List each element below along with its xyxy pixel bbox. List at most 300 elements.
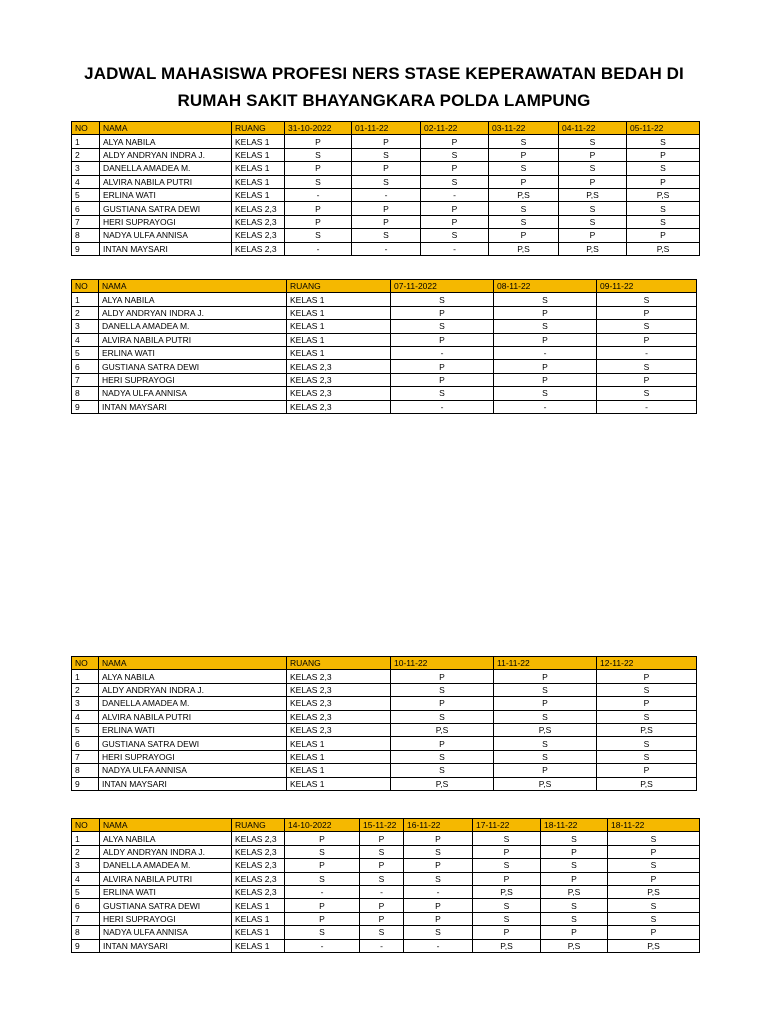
- cell-shift: S: [597, 750, 697, 763]
- header-date: 16-11-22: [404, 819, 473, 832]
- table-row: [72, 777, 697, 790]
- cell-no: 8: [72, 387, 99, 400]
- cell-no: 3: [72, 162, 100, 175]
- cell-shift: P,S: [559, 188, 627, 201]
- table-row: [72, 293, 697, 306]
- cell-shift: P,S: [608, 885, 700, 898]
- cell-no: 6: [72, 737, 99, 750]
- cell-ruang: KELAS 2,3: [232, 832, 285, 845]
- cell-shift: -: [404, 885, 473, 898]
- cell-nama: GUSTIANA SATRA DEWI: [99, 737, 287, 750]
- cell-no: 4: [72, 333, 99, 346]
- cell-ruang: KELAS 1: [232, 912, 285, 925]
- cell-shift: P: [627, 148, 700, 161]
- table-row: [72, 885, 700, 898]
- cell-shift: S: [627, 202, 700, 215]
- cell-shift: -: [494, 346, 597, 359]
- cell-shift: P: [541, 845, 608, 858]
- cell-shift: S: [608, 899, 700, 912]
- table-row: [72, 320, 697, 333]
- table-row: [72, 148, 700, 161]
- cell-no: 2: [72, 845, 100, 858]
- table-header-row: [72, 819, 700, 832]
- cell-nama: ALVIRA NABILA PUTRI: [100, 175, 232, 188]
- cell-no: 1: [72, 832, 100, 845]
- cell-no: 7: [72, 215, 100, 228]
- table-row: [72, 670, 697, 683]
- header-date: 18-11-22: [608, 819, 700, 832]
- cell-ruang: KELAS 1: [287, 346, 391, 359]
- cell-ruang: KELAS 1: [232, 188, 285, 201]
- cell-shift: S: [559, 135, 627, 148]
- cell-shift: P,S: [559, 242, 627, 255]
- table-row: [72, 188, 700, 201]
- table-row: [72, 400, 697, 413]
- cell-ruang: KELAS 2,3: [232, 872, 285, 885]
- cell-shift: P: [541, 872, 608, 885]
- cell-no: 6: [72, 899, 100, 912]
- schedule-table-4: [71, 818, 700, 953]
- cell-ruang: KELAS 1: [232, 162, 285, 175]
- cell-nama: ALDY ANDRYAN INDRA J.: [99, 683, 287, 696]
- cell-shift: P,S: [473, 885, 541, 898]
- cell-ruang: KELAS 2,3: [287, 373, 391, 386]
- table-row: [72, 135, 700, 148]
- cell-shift: S: [489, 202, 559, 215]
- cell-shift: S: [421, 229, 489, 242]
- cell-shift: P,S: [489, 188, 559, 201]
- cell-shift: S: [559, 162, 627, 175]
- cell-ruang: KELAS 1: [287, 320, 391, 333]
- cell-shift: S: [473, 912, 541, 925]
- table-row: [72, 939, 700, 952]
- cell-shift: S: [559, 202, 627, 215]
- schedule-table-3: [71, 656, 697, 791]
- cell-shift: S: [421, 175, 489, 188]
- cell-shift: P: [285, 162, 352, 175]
- cell-no: 7: [72, 373, 99, 386]
- cell-no: 3: [72, 320, 99, 333]
- cell-ruang: KELAS 1: [232, 899, 285, 912]
- cell-shift: P: [421, 135, 489, 148]
- cell-shift: P: [404, 832, 473, 845]
- cell-no: 8: [72, 764, 99, 777]
- cell-shift: S: [352, 148, 421, 161]
- cell-shift: S: [285, 175, 352, 188]
- cell-shift: S: [494, 387, 597, 400]
- cell-shift: S: [597, 293, 697, 306]
- table-row: [72, 912, 700, 925]
- header-date: 14-10-2022: [285, 819, 360, 832]
- cell-ruang: KELAS 1: [232, 148, 285, 161]
- cell-nama: GUSTIANA SATRA DEWI: [100, 202, 232, 215]
- cell-ruang: KELAS 1: [232, 135, 285, 148]
- cell-no: 3: [72, 697, 99, 710]
- cell-no: 7: [72, 750, 99, 763]
- cell-nama: DANELLA AMADEA M.: [100, 859, 232, 872]
- table-row: [72, 683, 697, 696]
- cell-shift: -: [597, 400, 697, 413]
- cell-shift: P: [421, 162, 489, 175]
- cell-no: 6: [72, 202, 100, 215]
- cell-nama: ERLINA WATI: [100, 885, 232, 898]
- cell-nama: ALDY ANDRYAN INDRA J.: [100, 845, 232, 858]
- cell-shift: S: [404, 926, 473, 939]
- cell-shift: S: [494, 683, 597, 696]
- cell-shift: S: [404, 845, 473, 858]
- table-row: [72, 899, 700, 912]
- cell-shift: S: [489, 162, 559, 175]
- cell-shift: P: [627, 175, 700, 188]
- table-row: [72, 333, 697, 346]
- cell-ruang: KELAS 1: [232, 175, 285, 188]
- table-row: [72, 229, 700, 242]
- cell-ruang: KELAS 2,3: [287, 400, 391, 413]
- cell-shift: P: [494, 670, 597, 683]
- cell-no: 9: [72, 242, 100, 255]
- cell-shift: P: [608, 872, 700, 885]
- header-nama: NAMA: [100, 819, 232, 832]
- cell-shift: P: [541, 926, 608, 939]
- cell-shift: -: [404, 939, 473, 952]
- cell-no: 2: [72, 148, 100, 161]
- cell-shift: P,S: [541, 885, 608, 898]
- table-row: [72, 737, 697, 750]
- cell-shift: -: [285, 939, 360, 952]
- cell-shift: S: [608, 859, 700, 872]
- table-row: [72, 306, 697, 319]
- cell-shift: -: [421, 242, 489, 255]
- cell-shift: P: [391, 333, 494, 346]
- cell-shift: S: [421, 148, 489, 161]
- header-no: NO: [72, 819, 100, 832]
- cell-shift: P: [285, 832, 360, 845]
- header-date: 04-11-22: [559, 122, 627, 135]
- cell-shift: S: [597, 360, 697, 373]
- cell-ruang: KELAS 2,3: [287, 360, 391, 373]
- table-row: [72, 845, 700, 858]
- header-no: NO: [72, 280, 99, 293]
- cell-shift: P: [285, 135, 352, 148]
- header-nama: NAMA: [99, 280, 287, 293]
- cell-shift: P: [597, 373, 697, 386]
- cell-shift: P: [494, 373, 597, 386]
- cell-ruang: KELAS 2,3: [287, 710, 391, 723]
- cell-shift: S: [391, 320, 494, 333]
- cell-shift: P,S: [627, 188, 700, 201]
- cell-shift: P,S: [489, 242, 559, 255]
- table-header-row: [72, 657, 697, 670]
- header-ruang: RUANG: [287, 657, 391, 670]
- cell-shift: S: [391, 683, 494, 696]
- cell-shift: P: [494, 697, 597, 710]
- header-date: 31-10-2022: [285, 122, 352, 135]
- cell-nama: INTAN MAYSARI: [99, 777, 287, 790]
- cell-ruang: KELAS 1: [287, 750, 391, 763]
- cell-shift: P: [421, 202, 489, 215]
- cell-shift: P: [285, 899, 360, 912]
- cell-shift: P: [285, 202, 352, 215]
- cell-shift: -: [360, 939, 404, 952]
- cell-shift: P: [597, 333, 697, 346]
- cell-ruang: KELAS 1: [287, 333, 391, 346]
- cell-shift: P,S: [391, 723, 494, 736]
- cell-shift: P: [352, 162, 421, 175]
- cell-shift: S: [494, 320, 597, 333]
- cell-no: 9: [72, 400, 99, 413]
- cell-no: 3: [72, 859, 100, 872]
- cell-nama: INTAN MAYSARI: [100, 242, 232, 255]
- table-row: [72, 373, 697, 386]
- cell-ruang: KELAS 2,3: [287, 683, 391, 696]
- cell-shift: P,S: [473, 939, 541, 952]
- table-row: [72, 162, 700, 175]
- cell-shift: P: [352, 202, 421, 215]
- header-date: 01-11-22: [352, 122, 421, 135]
- cell-ruang: KELAS 1: [287, 306, 391, 319]
- cell-shift: P: [597, 670, 697, 683]
- cell-shift: P: [597, 306, 697, 319]
- table-row: [72, 175, 700, 188]
- cell-no: 4: [72, 175, 100, 188]
- cell-nama: ERLINA WATI: [100, 188, 232, 201]
- document-title-line-1: JADWAL MAHASISWA PROFESI NERS STASE KEPERAWATAN BEDAH DI: [84, 64, 684, 83]
- table-row: [72, 242, 700, 255]
- table-row: [72, 926, 700, 939]
- header-date: 02-11-22: [421, 122, 489, 135]
- cell-ruang: KELAS 2,3: [232, 242, 285, 255]
- header-date: 08-11-22: [494, 280, 597, 293]
- cell-shift: S: [360, 845, 404, 858]
- cell-shift: -: [597, 346, 697, 359]
- cell-shift: P: [360, 899, 404, 912]
- cell-shift: -: [285, 242, 352, 255]
- cell-shift: S: [285, 229, 352, 242]
- cell-shift: S: [391, 293, 494, 306]
- cell-shift: S: [352, 229, 421, 242]
- cell-shift: S: [494, 293, 597, 306]
- cell-shift: S: [391, 750, 494, 763]
- header-nama: NAMA: [100, 122, 232, 135]
- cell-nama: INTAN MAYSARI: [100, 939, 232, 952]
- header-no: NO: [72, 122, 100, 135]
- cell-shift: P: [391, 306, 494, 319]
- cell-shift: S: [541, 859, 608, 872]
- schedule-table-2: [71, 279, 697, 414]
- cell-nama: INTAN MAYSARI: [99, 400, 287, 413]
- cell-shift: P: [473, 845, 541, 858]
- cell-shift: P: [391, 737, 494, 750]
- cell-shift: S: [489, 215, 559, 228]
- cell-shift: S: [489, 135, 559, 148]
- header-date: 15-11-22: [360, 819, 404, 832]
- cell-shift: S: [391, 387, 494, 400]
- cell-shift: P: [473, 872, 541, 885]
- cell-shift: S: [627, 215, 700, 228]
- cell-shift: P: [559, 229, 627, 242]
- table-row: [72, 346, 697, 359]
- cell-no: 1: [72, 293, 99, 306]
- table-row: [72, 764, 697, 777]
- table-row: [72, 215, 700, 228]
- cell-shift: -: [494, 400, 597, 413]
- cell-shift: P: [404, 859, 473, 872]
- cell-shift: S: [597, 320, 697, 333]
- cell-shift: P: [627, 229, 700, 242]
- cell-nama: ALVIRA NABILA PUTRI: [99, 710, 287, 723]
- cell-shift: P,S: [597, 723, 697, 736]
- cell-ruang: KELAS 2,3: [232, 229, 285, 242]
- cell-shift: P: [352, 135, 421, 148]
- cell-shift: P,S: [608, 939, 700, 952]
- cell-shift: P: [489, 148, 559, 161]
- table-row: [72, 872, 700, 885]
- table-header-row: [72, 122, 700, 135]
- cell-shift: P: [597, 697, 697, 710]
- schedule-table-1: [71, 121, 700, 256]
- cell-ruang: KELAS 1: [287, 737, 391, 750]
- cell-shift: P: [391, 373, 494, 386]
- cell-shift: P: [285, 215, 352, 228]
- cell-shift: P: [285, 912, 360, 925]
- cell-no: 7: [72, 912, 100, 925]
- cell-shift: S: [541, 832, 608, 845]
- cell-shift: P: [285, 859, 360, 872]
- cell-shift: -: [391, 346, 494, 359]
- cell-ruang: KELAS 1: [232, 939, 285, 952]
- cell-shift: P: [404, 899, 473, 912]
- cell-shift: P: [404, 912, 473, 925]
- cell-shift: -: [360, 885, 404, 898]
- cell-shift: S: [597, 387, 697, 400]
- table-row: [72, 710, 697, 723]
- cell-shift: S: [360, 872, 404, 885]
- cell-ruang: KELAS 2,3: [232, 845, 285, 858]
- cell-shift: S: [541, 912, 608, 925]
- cell-ruang: KELAS 1: [287, 777, 391, 790]
- cell-nama: ALVIRA NABILA PUTRI: [99, 333, 287, 346]
- cell-shift: S: [494, 750, 597, 763]
- cell-ruang: KELAS 2,3: [287, 723, 391, 736]
- cell-ruang: KELAS 2,3: [287, 387, 391, 400]
- cell-shift: P,S: [541, 939, 608, 952]
- cell-nama: DANELLA AMADEA M.: [99, 320, 287, 333]
- header-date: 18-11-22: [541, 819, 608, 832]
- cell-shift: S: [627, 162, 700, 175]
- header-date: 12-11-22: [597, 657, 697, 670]
- table-row: [72, 723, 697, 736]
- table-header-row: [72, 280, 697, 293]
- cell-shift: P: [421, 215, 489, 228]
- cell-ruang: KELAS 2,3: [232, 202, 285, 215]
- cell-shift: -: [421, 188, 489, 201]
- cell-shift: -: [352, 188, 421, 201]
- cell-shift: S: [608, 912, 700, 925]
- cell-shift: P: [597, 764, 697, 777]
- cell-shift: P: [494, 764, 597, 777]
- cell-shift: P,S: [494, 777, 597, 790]
- cell-shift: S: [360, 926, 404, 939]
- cell-shift: S: [597, 683, 697, 696]
- cell-shift: S: [494, 737, 597, 750]
- header-date: 11-11-22: [494, 657, 597, 670]
- cell-shift: P: [360, 832, 404, 845]
- cell-shift: S: [473, 832, 541, 845]
- header-date: 05-11-22: [627, 122, 700, 135]
- cell-shift: S: [391, 710, 494, 723]
- cell-shift: S: [597, 737, 697, 750]
- cell-ruang: KELAS 2,3: [232, 215, 285, 228]
- cell-shift: P: [608, 845, 700, 858]
- table-row: [72, 832, 700, 845]
- cell-shift: S: [285, 845, 360, 858]
- cell-nama: DANELLA AMADEA M.: [99, 697, 287, 710]
- cell-shift: P: [559, 148, 627, 161]
- cell-shift: P: [608, 926, 700, 939]
- table-row: [72, 202, 700, 215]
- cell-shift: S: [391, 764, 494, 777]
- cell-nama: ERLINA WATI: [99, 723, 287, 736]
- cell-shift: S: [541, 899, 608, 912]
- cell-no: 2: [72, 306, 99, 319]
- cell-shift: -: [285, 885, 360, 898]
- cell-shift: P: [494, 360, 597, 373]
- cell-shift: P: [360, 859, 404, 872]
- cell-shift: P: [489, 229, 559, 242]
- header-no: NO: [72, 657, 99, 670]
- cell-no: 2: [72, 683, 99, 696]
- cell-no: 4: [72, 872, 100, 885]
- cell-nama: GUSTIANA SATRA DEWI: [100, 899, 232, 912]
- cell-shift: P,S: [391, 777, 494, 790]
- cell-shift: P: [494, 333, 597, 346]
- header-ruang: RUANG: [232, 122, 285, 135]
- table-row: [72, 697, 697, 710]
- cell-nama: ALVIRA NABILA PUTRI: [100, 872, 232, 885]
- cell-shift: P: [559, 175, 627, 188]
- cell-shift: -: [285, 188, 352, 201]
- header-date: 17-11-22: [473, 819, 541, 832]
- cell-shift: S: [285, 148, 352, 161]
- cell-shift: P: [352, 215, 421, 228]
- cell-shift: P: [360, 912, 404, 925]
- cell-shift: S: [597, 710, 697, 723]
- cell-nama: ERLINA WATI: [99, 346, 287, 359]
- cell-shift: S: [285, 872, 360, 885]
- cell-no: 5: [72, 346, 99, 359]
- cell-shift: P: [489, 175, 559, 188]
- cell-shift: S: [627, 135, 700, 148]
- cell-shift: S: [404, 872, 473, 885]
- cell-nama: ALYA NABILA: [99, 293, 287, 306]
- cell-shift: S: [352, 175, 421, 188]
- table-row: [72, 360, 697, 373]
- cell-ruang: KELAS 2,3: [287, 697, 391, 710]
- header-ruang: RUANG: [287, 280, 391, 293]
- cell-ruang: KELAS 2,3: [232, 859, 285, 872]
- header-ruang: RUANG: [232, 819, 285, 832]
- cell-nama: DANELLA AMADEA M.: [100, 162, 232, 175]
- cell-ruang: KELAS 1: [232, 926, 285, 939]
- cell-ruang: KELAS 1: [287, 764, 391, 777]
- header-nama: NAMA: [99, 657, 287, 670]
- cell-shift: P: [391, 360, 494, 373]
- cell-shift: S: [473, 859, 541, 872]
- cell-ruang: KELAS 1: [287, 293, 391, 306]
- cell-nama: ALYA NABILA: [100, 832, 232, 845]
- cell-shift: P,S: [494, 723, 597, 736]
- cell-shift: P: [391, 697, 494, 710]
